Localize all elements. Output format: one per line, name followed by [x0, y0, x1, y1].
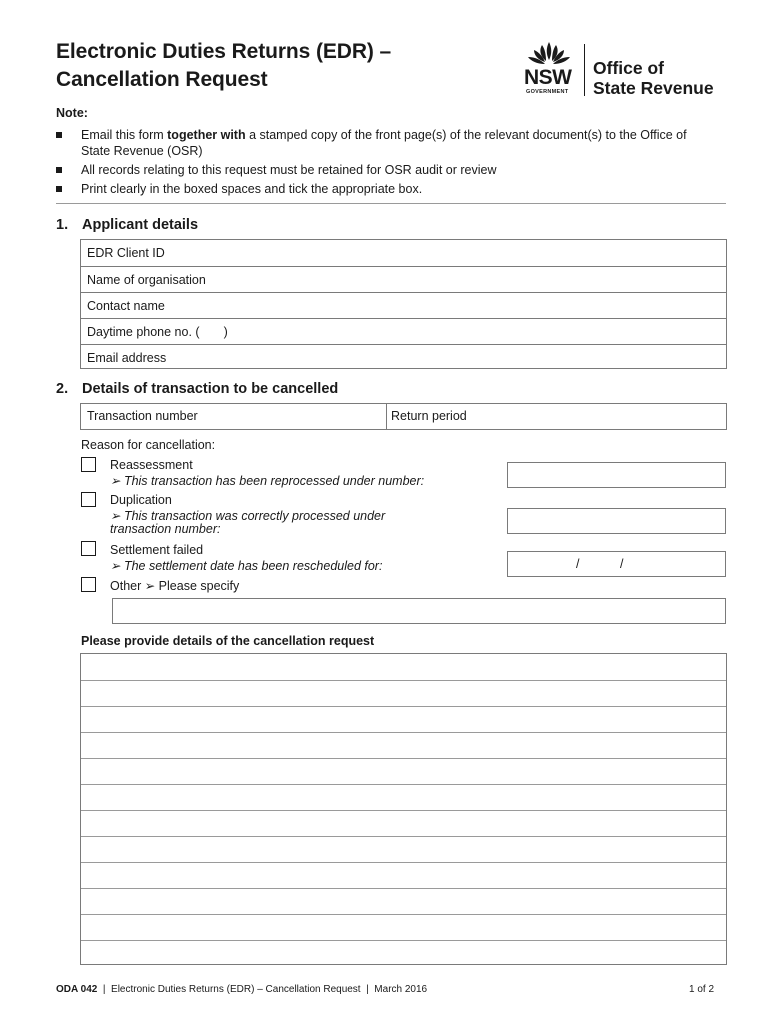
other-specify-input[interactable]	[112, 598, 726, 624]
other-label: Other ➢ Please specify	[110, 579, 240, 593]
field-label: Name of organisation	[87, 273, 206, 287]
ruled-line	[81, 784, 726, 785]
reassessment-number-input[interactable]	[507, 462, 726, 488]
page-title	[56, 38, 391, 94]
duplication-checkbox[interactable]	[81, 492, 96, 507]
nsw-government-text: GOVERNMENT	[526, 89, 569, 95]
logo-divider	[584, 44, 585, 96]
field-label: Daytime phone no. (	[87, 325, 200, 339]
client-id-field[interactable]	[81, 240, 726, 266]
phone-field[interactable]	[81, 318, 726, 344]
office-of-state-revenue	[593, 58, 714, 98]
note-label: Note:	[56, 106, 88, 120]
other-checkbox[interactable]	[81, 577, 96, 592]
footer	[56, 984, 427, 995]
details-heading: Please provide details of the cancellation request	[81, 634, 375, 648]
email-field[interactable]	[81, 344, 726, 370]
duplication-number-input[interactable]	[507, 508, 726, 534]
org-line-1: Office of	[593, 58, 664, 78]
note-list	[56, 127, 696, 200]
date-separator: /	[576, 557, 580, 571]
waratah-logo-icon	[524, 40, 574, 66]
section-number: 2.	[56, 381, 69, 397]
reason-label: Reason for cancellation:	[81, 438, 216, 452]
footer-text: | Electronic Duties Returns (EDR) – Cancellation Request | March 2016	[97, 984, 428, 995]
transaction-box	[80, 403, 727, 430]
note-text: Email this form	[81, 128, 168, 142]
return-period-field[interactable]	[391, 404, 467, 429]
settlement-failed-checkbox[interactable]	[81, 541, 96, 556]
ruled-line	[81, 940, 726, 941]
field-label: Contact name	[87, 299, 165, 313]
section-title: Applicant details	[82, 217, 199, 233]
ruled-line	[81, 810, 726, 811]
transaction-number-field[interactable]	[87, 404, 387, 429]
ruled-line	[81, 680, 726, 681]
note-item: Print clearly in the boxed spaces and tick the appropriate box.	[56, 181, 696, 197]
settlement-failed-label: Settlement failed	[110, 543, 204, 557]
ruled-line	[81, 862, 726, 863]
section-1-heading	[56, 217, 198, 233]
ruled-line	[81, 706, 726, 707]
organisation-field[interactable]	[81, 266, 726, 292]
duplication-note-cont: transaction number:	[110, 522, 221, 536]
note-text: a stamped copy of the front page(s) of the relevant document(s) to the Office of State Revenue (OSR)	[81, 128, 687, 158]
note-emphasis: together with	[167, 128, 246, 142]
ruled-line	[81, 888, 726, 889]
field-label: Transaction number	[87, 409, 198, 423]
field-label: Email address	[87, 351, 167, 365]
ruled-line	[81, 732, 726, 733]
divider	[56, 203, 726, 204]
page-number: 1 of 2	[689, 984, 715, 995]
note-item	[56, 127, 696, 159]
contact-name-field[interactable]	[81, 292, 726, 318]
field-label: Return period	[391, 409, 467, 423]
reassessment-checkbox[interactable]	[81, 457, 96, 472]
section-title: Details of transaction to be cancelled	[82, 381, 339, 397]
title-line-2: Cancellation Request	[56, 68, 268, 91]
title-line-1: Electronic Duties Returns (EDR) –	[56, 40, 392, 63]
note-item: All records relating to this request must be retained for OSR audit or review	[56, 162, 696, 178]
applicant-details-box	[80, 239, 727, 369]
section-2-heading	[56, 381, 338, 397]
nsw-logo-text: NSW	[524, 66, 572, 89]
ruled-line	[81, 836, 726, 837]
reassessment-label: Reassessment	[110, 458, 193, 472]
settlement-date-input[interactable]	[507, 551, 726, 577]
section-number: 1.	[56, 217, 69, 233]
duplication-label: Duplication	[110, 493, 172, 507]
ruled-line	[81, 914, 726, 915]
reassessment-note: ➢ This transaction has been reprocessed under number:	[110, 474, 425, 488]
org-line-2: State Revenue	[593, 78, 714, 98]
ruled-line	[81, 758, 726, 759]
settlement-failed-note: ➢ The settlement date has been rescheduled for:	[110, 559, 383, 573]
field-label: )	[223, 325, 228, 339]
details-textarea[interactable]	[80, 653, 727, 965]
field-label: EDR Client ID	[87, 246, 165, 260]
duplication-note: ➢ This transaction was correctly processed under	[110, 509, 386, 523]
form-code: ODA 042	[56, 984, 98, 995]
date-separator: /	[620, 557, 624, 571]
